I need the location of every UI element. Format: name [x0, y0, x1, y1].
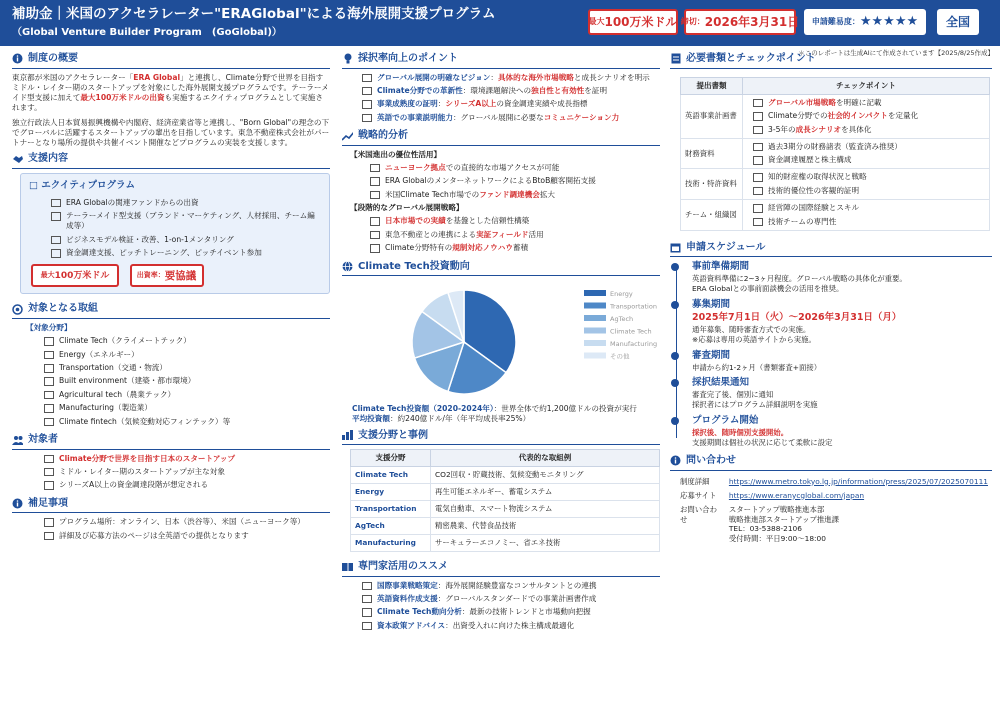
points-heading: 採択率向上のポイント [342, 52, 660, 69]
equity-program-panel [20, 173, 330, 295]
table-row: Transportation 電気自動車、スマート物流システム [351, 501, 660, 518]
region-badge: 全国 [937, 9, 979, 35]
targets-heading: 対象となる取組 [12, 302, 330, 319]
investment-line-1: Climate Tech投資額（2020-2024年）：世界全体で約1,200億ドルの投資が実行 [352, 404, 637, 413]
list-item: Climate分野特有の規制対応ノウハウ蓄積 [370, 243, 660, 253]
table-row: 技術・特許資料 知的財産権の取得状況と戦略 技術的優位性の客観的証明 [681, 169, 990, 200]
legend-label: Transportation [610, 302, 657, 311]
contact-table: 制度詳細 https://www.metro.tokyo.lg.jp/information/press/2025/07/2025070111 応募サイト https://www.eranycglobal.com/japan お問い合わせ スタートアップ戦略推進本部 戦略推進部スタートアップ推進課 TEL：03-5388-2106 受付時間：平日9:00～18:00 [676, 475, 992, 547]
legend-swatch [584, 303, 606, 309]
overview-heading: 制度の概要 [12, 52, 330, 69]
list-item: ニューヨーク拠点での直接的な市場アクセスが可能 [370, 163, 660, 173]
legend-label: Energy [610, 290, 633, 298]
list-item: プログラム場所：オンライン、日本（渋谷等）、米国（ニューヨーク等） [44, 517, 330, 527]
list-item: グローバル展開の明確なビジョン：具体的な海外市場戦略と成長シナリオを明示 [362, 73, 660, 83]
list-item: ビジネスモデル検証・改善、1-on-1メンタリング [51, 235, 321, 245]
table-row: チーム・組織図 経営陣の国際経験とスキル 技術チームの専門性 [681, 200, 990, 231]
left-column [12, 52, 330, 544]
table-header: 支援分野 [351, 450, 431, 467]
list-item: 3-5年の成長シナリオを具体化 [753, 125, 985, 135]
list-item: Climate分野で世界を目指す日本のスタートアップ [44, 454, 330, 464]
legend-swatch [584, 290, 606, 296]
table-row: 財務資料 過去3期分の財務諸表（監査済み推奨） 資金調達履歴と株主構成 [681, 138, 990, 169]
page-subtitle: （Global Venture Builder Program (GoGlobal)） [12, 27, 282, 38]
page-title: 補助金｜米国のアクセラレーター"ERAGlobal"による海外展開支援プログラム [12, 6, 496, 22]
detail-link[interactable]: https://www.metro.tokyo.lg.jp/information/press/2025/07/2025070111 [728, 476, 988, 486]
experts-heading: 専門家活用のススメ [342, 560, 660, 577]
book-icon [342, 561, 353, 572]
middle-column [342, 52, 660, 634]
info-icon [12, 498, 23, 509]
list-item: 資本政策アドバイス：出資受入れに向けた株主構成最適化 [362, 621, 660, 631]
trend-icon [342, 130, 353, 141]
document-icon [670, 53, 681, 64]
list-item: 資金調達履歴と株主構成 [753, 155, 985, 165]
table-row: AgTech 精密農業、代替食品技術 [351, 518, 660, 535]
table-header: 提出書類 [681, 77, 743, 94]
right-column [670, 52, 992, 546]
legend-label: その他 [610, 352, 630, 361]
target-icon [12, 304, 23, 315]
list-item: ミドル・レイター期のスタートアップが主な対象 [44, 467, 330, 477]
overview-text-1: 東京都が米国のアクセラレーター「ERA Global」と連携し、Climate分野で世界を目指すミドル・レイター期のスタートアップを対象にした海外展開支援プログラムです。テーラーメイド型支援に加えて最大100万米ドルの出資も実施するエクイティプログラムとして実施されます。 [12, 72, 329, 113]
legend-label: AgTech [610, 315, 634, 323]
strategy-sub-2: 【段階的なグローバル展開戦略】 [350, 203, 464, 213]
investment-line-2: 平均投資額：約240億ドル/年（年平均成長率25%） [352, 414, 531, 424]
list-item: Climate分野での社会的インパクトを定量化 [753, 111, 985, 121]
list-item: 技術的優位性の客観的証明 [753, 186, 985, 196]
list-item: 東急不動産との連携による実証フィールド活用 [370, 230, 660, 240]
legend-swatch [584, 315, 606, 321]
list-item: Climate Tech（クライメートテック） [44, 336, 330, 346]
list-item: 英語での事業説明能力：グローバル展開に必要なコミュニケーション力 [362, 113, 660, 123]
max-amount-badge: 最大 100万米ドル [588, 9, 678, 35]
strategy-list-2 [370, 216, 660, 253]
fields-heading: 支援分野と事例 [342, 429, 660, 446]
list-item: Manufacturing（製造業） [44, 403, 330, 413]
table-header: 代表的な取組例 [431, 450, 660, 467]
documents-table [680, 77, 990, 231]
supplement-heading: 補足事項 [12, 497, 330, 514]
legend-swatch [584, 353, 606, 359]
list-item: 国際事業戦略策定：海外展開経験豊富なコンサルタントとの連携 [362, 581, 660, 591]
apply-site-link[interactable]: https://www.eranycglobal.com/japan [728, 490, 865, 500]
strategy-sub-1: 【米国進出の優位性活用】 [350, 149, 442, 159]
difficulty-badge: 申請難易度： ★★★★★ [804, 9, 926, 35]
list-item: 資金調達支援、ピッチトレーニング、ピッチイベント参加 [51, 248, 321, 258]
targets-list [44, 336, 330, 427]
investment-heading: Climate Tech投資動向 [342, 260, 660, 277]
list-item: Climate Tech動向分析：最新の技術トレンドと市場動向把握 [362, 607, 660, 617]
support-heading: 支援内容 [12, 152, 330, 169]
table-row: 英語事業計画書 グローバル市場戦略を明確に記載 Climate分野での社会的インパクトを定量化 3-5年の成長シナリオを具体化 [681, 94, 990, 138]
schedule-timeline [670, 261, 992, 448]
bulb-icon [342, 53, 353, 64]
schedule-item: プログラム開始 採択後、随時個別支援開始。 支援期間は個社の状況に応じて柔軟に設定 [692, 415, 992, 448]
supplement-list [44, 517, 330, 541]
globe-icon [342, 261, 353, 272]
table-row: Manufacturing サーキュラーエコノミー、省エネ技術 [351, 535, 660, 552]
list-item: 英語資料作成支援：グローバルスタンダードでの事業計画書作成 [362, 594, 660, 604]
list-item: 技術チームの専門性 [753, 217, 985, 227]
list-item: Energy（エネルギー） [44, 350, 330, 360]
info-icon [670, 455, 681, 466]
list-item: 知的財産権の取得状況と戦略 [753, 172, 985, 182]
max-investment-pill: 最大 100万米ドル [31, 264, 119, 287]
experts-list [362, 581, 660, 632]
list-item: Agricultural tech（農業テック） [44, 390, 330, 400]
star-rating: ★★★★★ [859, 14, 919, 30]
calendar-icon [670, 242, 681, 253]
targets-subtitle: 【対象分野】 [26, 322, 72, 332]
ai-note: ＊このレポートは生成AIにて作成されています【2025/8/25作成】 [798, 49, 994, 57]
schedule-item: 採択結果通知 審査完了後、個別に通知 採択者にはプログラム詳細説明を実施 [692, 377, 992, 410]
deadline-badge: 締切： 2026年3月31日 [684, 9, 796, 35]
schedule-heading: 申請スケジュール [670, 241, 992, 258]
list-item: 経営陣の国際経験とスキル [753, 203, 985, 213]
list-item: テーラーメイド型支援（ブランド・マーケティング、人材採用、チーム編成等） [51, 211, 321, 232]
list-item: ERA GlobalのメンターネットワークによるBtoB顧客開拓支援 [370, 176, 660, 186]
table-row: Climate Tech CO2回収・貯蔵技術、気候変動モニタリング [351, 467, 660, 484]
strategy-list-1 [370, 163, 660, 200]
info-icon [12, 53, 23, 64]
list-item: Climate分野での革新性：環境課題解決への独自性と有効性を証明 [362, 86, 660, 96]
list-item: 日本市場での実績を基盤とした信頼性構築 [370, 216, 660, 226]
support-list [51, 198, 321, 259]
legend-label: Manufacturing [610, 340, 658, 348]
overview-text-2: 独立行政法人日本貿易振興機構や内閣府、経済産業省等と連携し、"Born Global"の理念の下でグローバルに活躍するスタートアップの輩出を目指しています。東急不動産株式会社がパートナーとなり場所の提供や共催イベント開催などプログラムの実装を支援します。 [12, 117, 330, 147]
table-header: チェックポイント [743, 77, 990, 94]
chart-icon [342, 430, 353, 441]
legend-swatch [584, 340, 606, 346]
list-item: シリーズA以上の資金調達段階が想定される [44, 480, 330, 490]
list-item: Climate fintech（気候変動対応フィンテック）等 [44, 417, 330, 427]
fields-table [350, 449, 660, 552]
table-row: Energy 再生可能エネルギー、蓄電システム [351, 484, 660, 501]
points-list [362, 73, 660, 124]
list-item: ERA Globalの関連ファンドからの出資 [51, 198, 321, 208]
list-item: Built environment（建築・都市環境） [44, 376, 330, 386]
page-header [0, 0, 1000, 46]
investment-ratio-pill: 出資率： 要協議 [130, 264, 204, 287]
schedule-item: 募集期間 2025年7月1日（火）～2026年3月31日（月） 通年募集、随時審査方式での実施。 ※応募は専用の英語サイトから実施。 [692, 299, 992, 345]
list-item: Transportation（交通・物流） [44, 363, 330, 373]
schedule-item: 事前準備期間 英語資料準備に2~3ヶ月程度。グローバル戦略の具体化が重要。 ERA Globalとの事前面談機会の活用を推奨。 [692, 261, 992, 294]
documents-heading: 必要書類とチェックポイント [670, 52, 992, 69]
list-item: 詳細及び応募方法のページは全英語での提供となります [44, 531, 330, 541]
schedule-item: 審査期間 申請から約1-2ヶ月（書類審査+面接） [692, 350, 992, 373]
strategy-heading: 戦略的分析 [342, 129, 660, 146]
legend-swatch [584, 328, 606, 334]
legend-label: Climate Tech [610, 327, 652, 336]
investment-chart [342, 280, 660, 404]
pie-chart [342, 280, 660, 404]
inquiry-details: スタートアップ戦略推進本部 戦略推進部スタートアップ推進課 TEL：03-5388-2106 受付時間：平日9:00～18:00 [728, 504, 840, 544]
equity-program-title: □ エクイティプログラム [29, 179, 135, 191]
contact-heading: 問い合わせ [670, 454, 992, 471]
list-item: 過去3期分の財務諸表（監査済み推奨） [753, 142, 985, 152]
users-icon [12, 434, 23, 445]
list-item: 米国Climate Tech市場でのファンド調達機会拡大 [370, 190, 660, 200]
eligible-heading: 対象者 [12, 433, 330, 450]
handshake-icon [12, 154, 23, 165]
eligible-list [44, 454, 330, 491]
list-item: 事業成熟度の証明：シリーズA以上の資金調達実績や成長指標 [362, 99, 660, 109]
list-item: グローバル市場戦略を明確に記載 [753, 98, 985, 108]
